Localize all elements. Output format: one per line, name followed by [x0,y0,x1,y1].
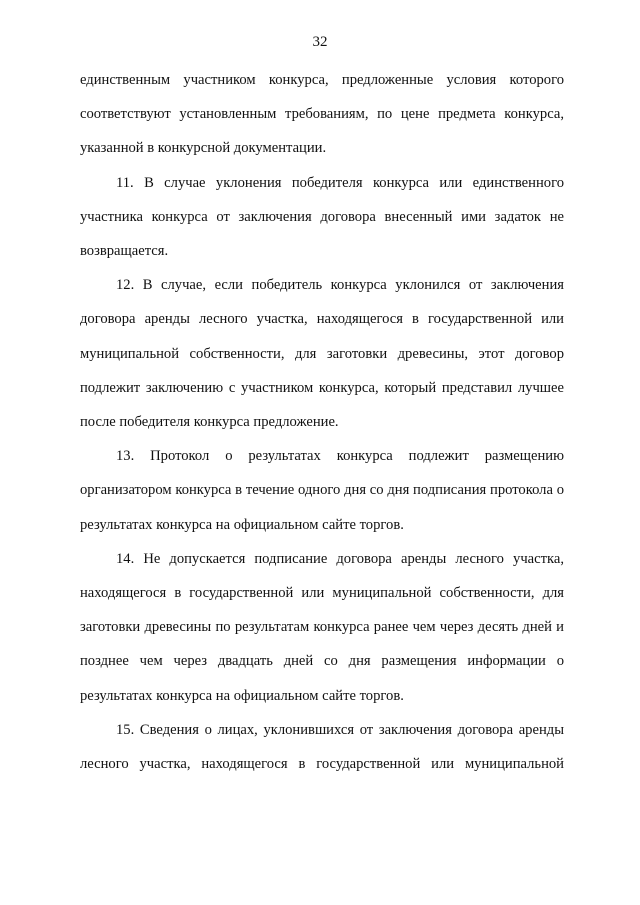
document-body [80,63,564,781]
page-number: 32 [312,34,328,50]
paragraph-item-13: 13. Протокол о результатах конкурса подлежит размещению организатором конкурса в течение одного дня со дня подписания протокола о результатах конкурса на официальном сайте торгов. [80,448,564,533]
paragraph-item-12: 12. В случае, если победитель конкурса уклонился от заключения договора аренды лесного участка, находящегося в государственной или муниципальной собственности, для заготовки древесины, этот договор подлежит заключению с участником конкурса, который представил лучшее после победителя конкурса предложение. [80,277,564,431]
paragraph-item-15: 15. Сведения о лицах, уклонившихся от заключения договора аренды лесного участка, находящегося в государственной или муниципальной [80,721,564,773]
paragraph-item-11: 11. В случае уклонения победителя конкурса или единственного участника конкурса от заключения договора внесенный ими задаток не возвращается. [80,174,564,260]
paragraph-item-14: 14. Не допускается подписание договора аренды лесного участка, находящегося в государственной или муниципальной собственности, для заготовки древесины по результатам конкурса ранее чем через десять дней и позднее чем через двадцать дней со дня размещения информации о результатах конкурса на официальном сайте торгов. [80,550,564,704]
paragraph-continuation: единственным участником конкурса, предложенные условия которого соответствуют установленным требованиям, по цене предмета конкурса, указанной в конкурсной документации. [80,72,564,157]
